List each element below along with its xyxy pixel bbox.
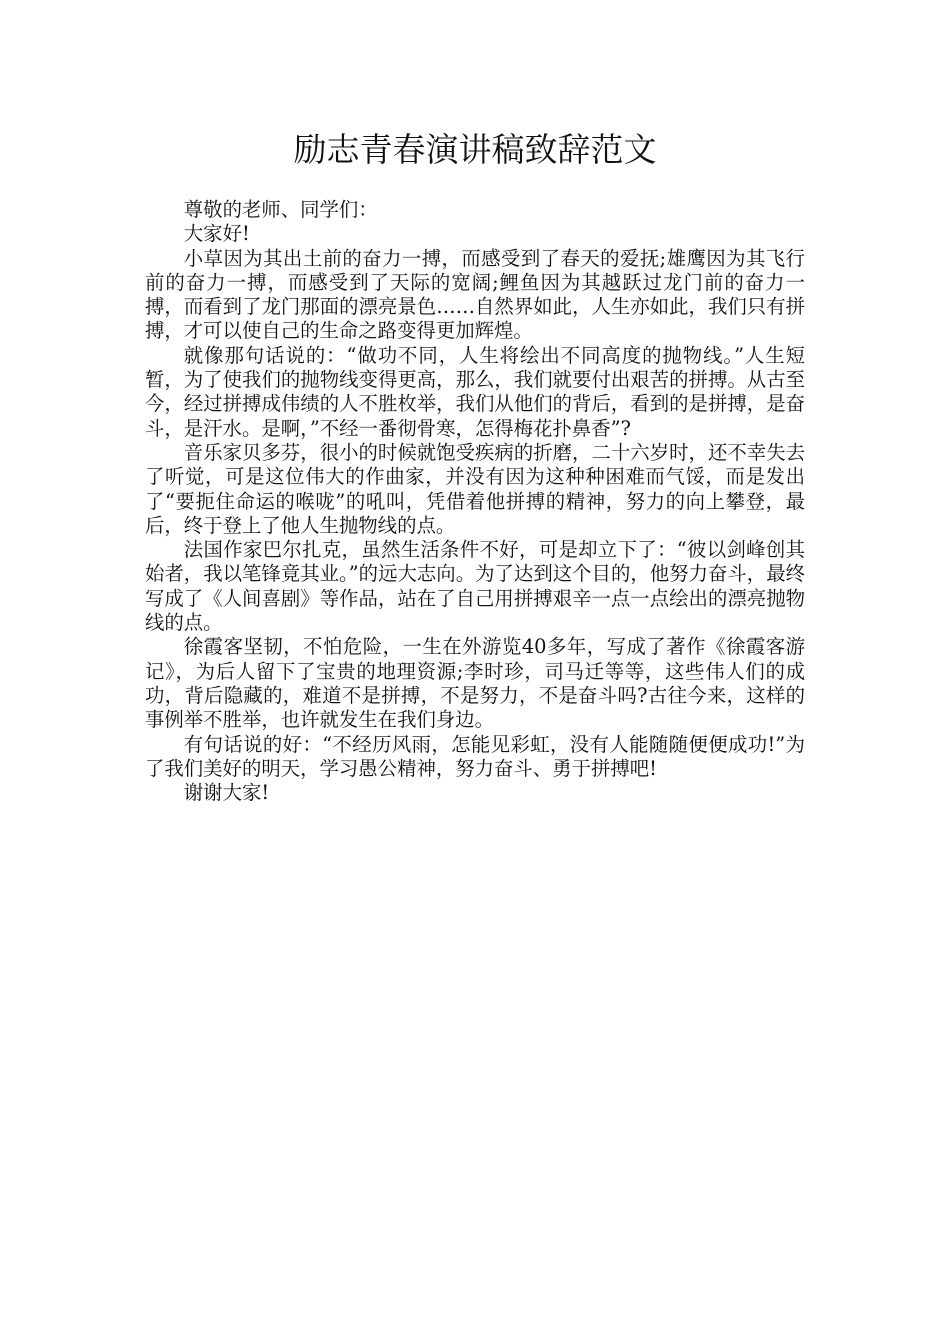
greeting: 大家好! [183,222,250,246]
document-title: 励志青春演讲稿致辞范文 [293,130,657,169]
document-body [145,198,805,805]
body-paragraph: 有句话说的好：“不经历风雨，怎能见彩虹，没有人能随随便便成功!”为了我们美好的明天，学习愚公精神，努力奋斗、勇于拼搏吧! [145,732,805,780]
body-paragraph: 音乐家贝多芬，很小的时候就饱受疾病的折磨，二十六岁时，还不幸失去了听觉，可是这位伟大的作曲家，并没有因为这种种困难而气馁，而是发出了“要扼住命运的喉咙”的吼叫，凭借着他拼搏的精神，努力的向上攀登，最后，终于登上了他人生抛物线的点。 [145,440,805,537]
body-paragraph: 小草因为其出土前的奋力一搏，而感受到了春天的爱抚;雄鹰因为其飞行前的奋力一搏，而感受到了天际的宽阔;鲤鱼因为其越跃过龙门前的奋力一搏，而看到了龙门那面的漂亮景色……自然界如此，人生亦如此，我们只有拼搏，才可以使自己的生命之路变得更加辉煌。 [145,246,805,343]
body-paragraph: 徐霞客坚韧，不怕危险，一生在外游览40多年，写成了著作《徐霞客游记》，为后人留下了宝贵的地理资源;李时珍，司马迁等等，这些伟人们的成功，背后隐藏的，难道不是拼搏，不是努力，不是奋斗吗?古往今来，这样的事例举不胜举，也许就发生在我们身边。 [145,635,805,732]
salutation: 尊敬的老师、同学们： [183,198,378,221]
body-paragraph: 就像那句话说的：“做功不同，人生将绘出不同高度的抛物线。”人生短暂，为了使我们的抛物线变得更高，那么，我们就要付出艰苦的拼搏。从古至今，经过拼搏成伟绩的人不胜枚举，我们从他们的背后，看到的是拼搏，是奋斗，是汗水。是啊，”不经一番彻骨寒，怎得梅花扑鼻香”? [145,343,805,440]
body-paragraph: 法国作家巴尔扎克，虽然生活条件不好，可是却立下了：“彼以剑峰创其始者，我以笔锋竟其业。”的远大志向。为了达到这个目的，他努力奋斗，最终写成了《人间喜剧》等作品，站在了自己用拼搏艰辛一点一点绘出的漂亮抛物线的点。 [145,538,805,635]
closing: 谢谢大家! [183,781,270,805]
